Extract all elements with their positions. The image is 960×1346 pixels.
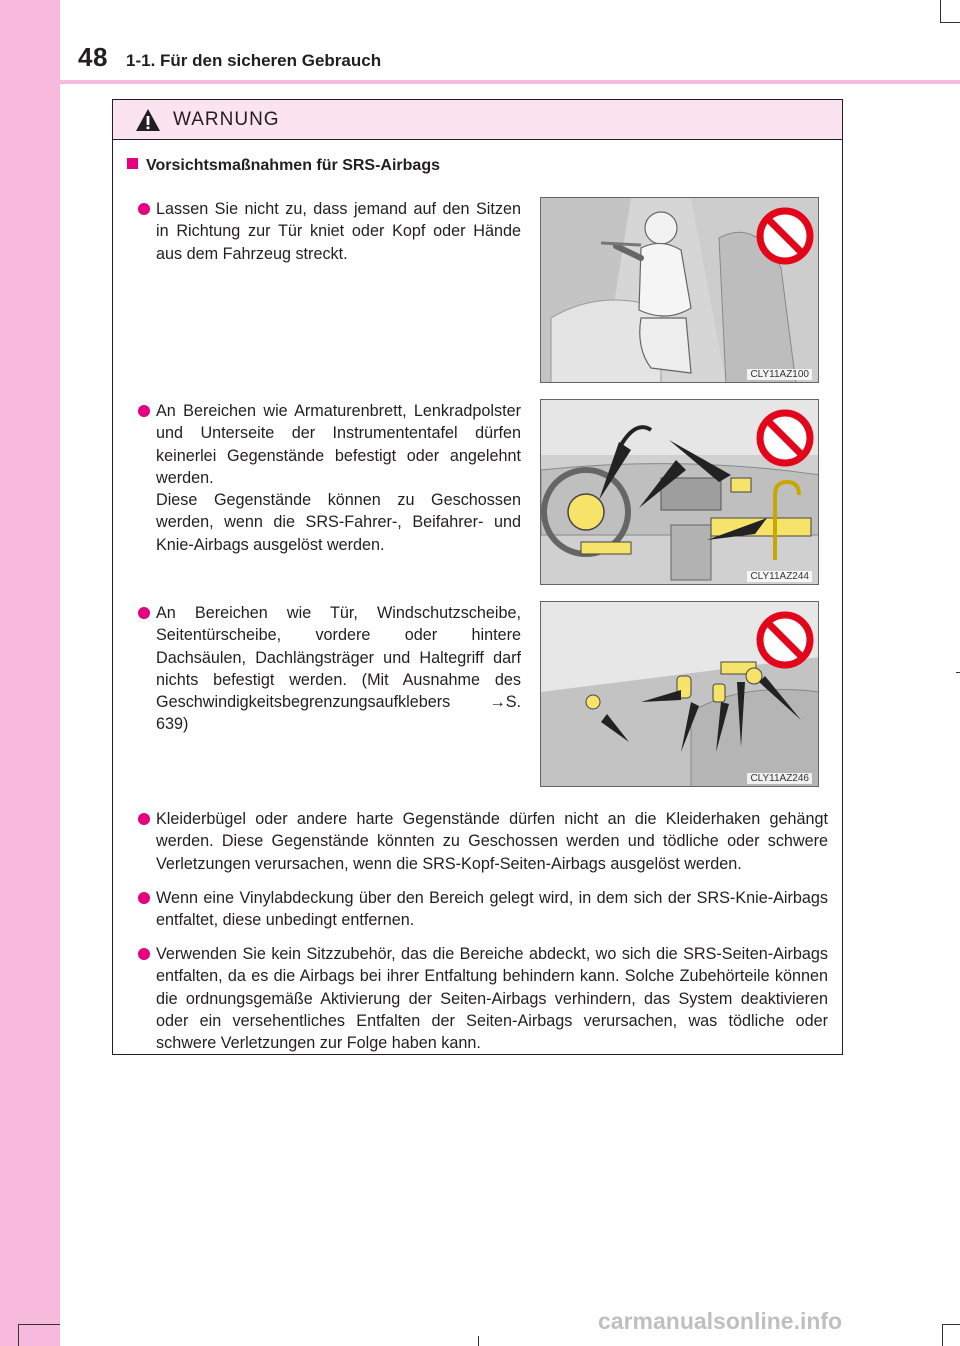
bullet-icon (138, 892, 150, 904)
bullet-icon (138, 813, 150, 825)
figure-code: CLY11AZ100 (747, 369, 812, 380)
section-heading (127, 157, 440, 175)
figure-code: CLY11AZ246 (747, 773, 812, 784)
bullet-icon (138, 607, 150, 619)
header-rule (60, 80, 960, 84)
running-head: 1-1. Für den sicheren Gebrauch (126, 51, 382, 70)
figure-pillar-objects (540, 601, 819, 787)
list-item-text: An Bereichen wie Tür, Windschutzscheibe, Seitentürscheibe, vordere oder hintere Dachsäulen, Dachlängsträger und Haltegriff darf nichts befestigt werden. (Mit Ausnahme des Geschwindigkeitsbegrenzungsaufklebers →S. 639) (156, 604, 521, 734)
list-item (138, 198, 521, 265)
bullet-icon (138, 203, 150, 215)
list-item-extra-text: Diese Gegenstände können zu Geschossen werden, wenn die SRS-Fahrer-, Beifahrer- und Knie-Airbags ausgelöst werden. (156, 491, 521, 554)
crop-mark (18, 1324, 60, 1325)
figure-code: CLY11AZ244 (747, 571, 812, 582)
warning-title: WARNUNG (173, 109, 280, 130)
bullet-icon (138, 405, 150, 417)
crop-mark (942, 1324, 943, 1346)
bullet-icon (138, 948, 150, 960)
list-item (138, 943, 828, 1054)
watermark-url: carmanualsonline.info (598, 1308, 843, 1334)
prohibited-icon (755, 408, 815, 468)
warning-triangle-icon (135, 108, 161, 132)
warning-header (113, 100, 842, 140)
page-number: 48 (78, 42, 108, 72)
chapter-side-strip (0, 0, 60, 1346)
figure-child-kneeling (540, 197, 819, 383)
crop-mark (478, 1336, 479, 1346)
prohibited-icon (755, 206, 815, 266)
square-bullet-icon (127, 158, 138, 169)
list-item (138, 400, 521, 556)
list-item (138, 887, 828, 932)
prohibited-icon (755, 610, 815, 670)
figure-dashboard-objects (540, 399, 819, 585)
crop-mark (942, 1324, 960, 1325)
list-item-text: Lassen Sie nicht zu, dass jemand auf den Sitzen in Richtung zur Tür kniet oder Kopf oder Hände aus dem Fahrzeug streckt. (156, 200, 521, 263)
section-heading-text: Vorsichtsmaßnahmen für SRS-Airbags (146, 157, 440, 174)
list-item (138, 602, 521, 736)
list-item-text: Kleiderbügel oder andere harte Gegenstände dürfen nicht an die Kleiderhaken gehängt werden. Diese Gegenstände könnten zu Geschossen werden und tödliche oder schwere Verletzungen verursachen, wenn die SRS-Kopf-Seiten-Airbags ausgelöst werden. (156, 810, 828, 873)
crop-mark (956, 672, 960, 673)
list-item-text: Verwenden Sie kein Sitzzubehör, das die Bereiche abdeckt, wo sich die SRS-Seiten-Airbags entfalten, da es die Airbags bei ihrer Entfaltung behindern kann. Solche Zubehörteile können die ordnungsgemäße Aktivierung der Seiten-Airbags verhindern, das System deaktivieren oder ein versehentliches Entfalten der Seiten-Airbags verursachen, was tödliche oder schwere Verletzungen zur Folge haben kann. (156, 945, 828, 1053)
crop-mark (18, 1324, 19, 1346)
list-item-text: Wenn eine Vinylabdeckung über den Bereich gelegt wird, in dem sich der SRS-Knie-Airbags entfaltet, diese unbedingt entfernen. (156, 889, 828, 930)
list-item-text: An Bereichen wie Armaturenbrett, Lenkradpolster und Unterseite der Instrumententafel dürfen keinerlei Gegenstände befestigt oder angelehnt werden. (156, 402, 521, 487)
crop-mark (940, 0, 941, 22)
list-item (138, 808, 828, 875)
crop-mark (940, 22, 960, 23)
